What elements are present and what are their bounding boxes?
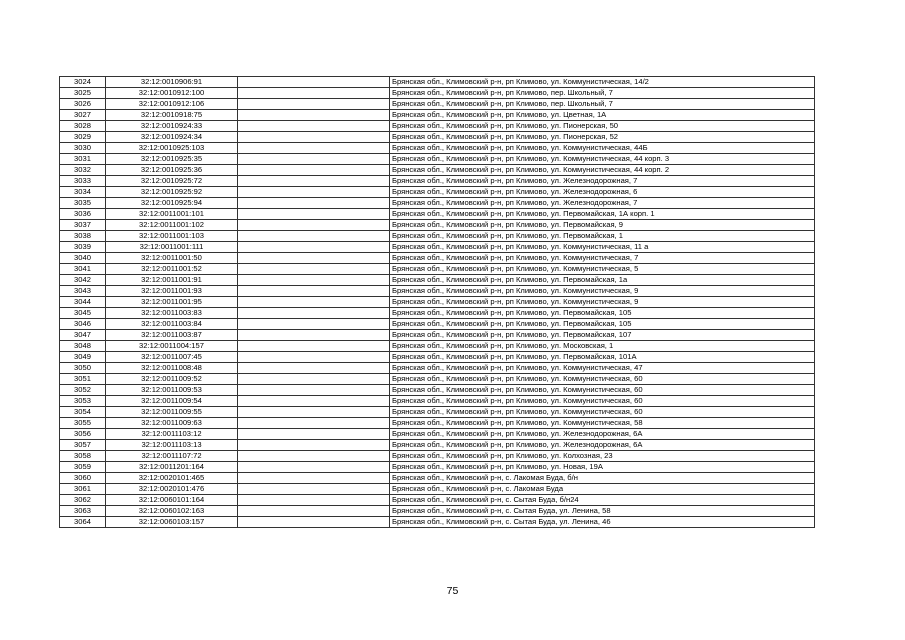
row-number-cell: 3025 [60,88,106,99]
address-cell: Брянская обл., Климовский р-н, с. Лакомая Буда [390,484,815,495]
address-cell: Брянская обл., Климовский р-н, рп Климово, ул. Новая, 19А [390,462,815,473]
cadastral-number-cell: 32:12:0011003:83 [106,308,238,319]
table-row [60,352,815,363]
empty-cell [238,462,390,473]
address-cell: Брянская обл., Климовский р-н, рп Климово, ул. Первомайская, 101А [390,352,815,363]
row-number-cell: 3058 [60,451,106,462]
address-cell: Брянская обл., Климовский р-н, рп Климово, ул. Первомайская, 1 [390,231,815,242]
empty-cell [238,110,390,121]
address-cell: Брянская обл., Климовский р-н, рп Климово, ул. Железнодорожная, 6А [390,440,815,451]
empty-cell [238,440,390,451]
table-row [60,440,815,451]
page-number: 75 [446,585,459,597]
address-cell: Брянская обл., Климовский р-н, рп Климово, ул. Коммунистическая, 58 [390,418,815,429]
row-number-cell: 3047 [60,330,106,341]
empty-cell [238,154,390,165]
address-cell: Брянская обл., Климовский р-н, рп Климово, ул. Первомайская, 1а [390,275,815,286]
empty-cell [238,99,390,110]
cadastral-number-cell: 32:12:0011009:54 [106,396,238,407]
empty-cell [238,242,390,253]
cadastral-number-cell: 32:12:0020101:476 [106,484,238,495]
cadastral-number-cell: 32:12:0010924:33 [106,121,238,132]
table-row [60,429,815,440]
cadastral-number-cell: 32:12:0011001:91 [106,275,238,286]
table-row [60,220,815,231]
row-number-cell: 3038 [60,231,106,242]
empty-cell [238,308,390,319]
cadastral-number-cell: 32:12:0011007:45 [106,352,238,363]
cadastral-number-cell: 32:12:0060101:164 [106,495,238,506]
cadastral-number-cell: 32:12:0010925:72 [106,176,238,187]
row-number-cell: 3026 [60,99,106,110]
empty-cell [238,176,390,187]
empty-cell [238,220,390,231]
cadastral-number-cell: 32:12:0010925:94 [106,198,238,209]
empty-cell [238,418,390,429]
table-row [60,418,815,429]
address-cell: Брянская обл., Климовский р-н, рп Климово, ул. Коммунистическая, 44 корп. 3 [390,154,815,165]
table-row [60,385,815,396]
table-row [60,341,815,352]
row-number-cell: 3056 [60,429,106,440]
table-row [60,99,815,110]
address-cell: Брянская обл., Климовский р-н, рп Климово, ул. Коммунистическая, 7 [390,253,815,264]
table-row [60,209,815,220]
row-number-cell: 3030 [60,143,106,154]
cadastral-number-cell: 32:12:0011001:102 [106,220,238,231]
table-row [60,264,815,275]
empty-cell [238,330,390,341]
table-row [60,165,815,176]
table-row [60,154,815,165]
table-row [60,374,815,385]
address-cell: Брянская обл., Климовский р-н, рп Климово, ул. Колхозная, 23 [390,451,815,462]
address-cell: Брянская обл., Климовский р-н, рп Климово, ул. Коммунистическая, 47 [390,363,815,374]
table-row [60,407,815,418]
empty-cell [238,319,390,330]
row-number-cell: 3061 [60,484,106,495]
table-row [60,473,815,484]
address-cell: Брянская обл., Климовский р-н, рп Климово, ул. Коммунистическая, 60 [390,407,815,418]
row-number-cell: 3031 [60,154,106,165]
address-cell: Брянская обл., Климовский р-н, с. Сытая Буда, б/н24 [390,495,815,506]
empty-cell [238,484,390,495]
row-number-cell: 3040 [60,253,106,264]
address-cell: Брянская обл., Климовский р-н, рп Климово, ул. Железнодорожная, 7 [390,176,815,187]
cadastral-number-cell: 32:12:0010912:106 [106,99,238,110]
row-number-cell: 3052 [60,385,106,396]
cadastral-number-cell: 32:12:0060102:163 [106,506,238,517]
row-number-cell: 3063 [60,506,106,517]
row-number-cell: 3032 [60,165,106,176]
property-table [59,76,815,528]
row-number-cell: 3044 [60,297,106,308]
cadastral-number-cell: 32:12:0011001:93 [106,286,238,297]
address-cell: Брянская обл., Климовский р-н, рп Климово, ул. Коммунистическая, 14/2 [390,77,815,88]
table-row [60,319,815,330]
address-cell: Брянская обл., Климовский р-н, рп Климово, ул. Первомайская, 1А корп. 1 [390,209,815,220]
address-cell: Брянская обл., Климовский р-н, рп Климово, ул. Коммунистическая, 44 корп. 2 [390,165,815,176]
row-number-cell: 3064 [60,517,106,528]
cadastral-number-cell: 32:12:0011009:53 [106,385,238,396]
cadastral-number-cell: 32:12:0010925:103 [106,143,238,154]
table-row [60,77,815,88]
cadastral-number-cell: 32:12:0020101:465 [106,473,238,484]
cadastral-number-cell: 32:12:0011001:101 [106,209,238,220]
table-row [60,176,815,187]
row-number-cell: 3042 [60,275,106,286]
cadastral-number-cell: 32:12:0010912:100 [106,88,238,99]
cadastral-number-cell: 32:12:0010925:35 [106,154,238,165]
cadastral-number-cell: 32:12:0010906:91 [106,77,238,88]
row-number-cell: 3037 [60,220,106,231]
address-cell: Брянская обл., Климовский р-н, с. Сытая Буда, ул. Ленина, 46 [390,517,815,528]
table-row [60,495,815,506]
row-number-cell: 3055 [60,418,106,429]
row-number-cell: 3041 [60,264,106,275]
empty-cell [238,121,390,132]
empty-cell [238,506,390,517]
row-number-cell: 3039 [60,242,106,253]
cadastral-number-cell: 32:12:0011003:87 [106,330,238,341]
address-cell: Брянская обл., Климовский р-н, рп Климово, ул. Коммунистическая, 5 [390,264,815,275]
table-row [60,462,815,473]
table-row [60,253,815,264]
row-number-cell: 3045 [60,308,106,319]
empty-cell [238,275,390,286]
empty-cell [238,297,390,308]
cadastral-number-cell: 32:12:0011004:157 [106,341,238,352]
table-row [60,187,815,198]
cadastral-number-cell: 32:12:0010925:92 [106,187,238,198]
row-number-cell: 3062 [60,495,106,506]
address-cell: Брянская обл., Климовский р-н, рп Климово, ул. Первомайская, 107 [390,330,815,341]
table-row [60,308,815,319]
cadastral-number-cell: 32:12:0010924:34 [106,132,238,143]
empty-cell [238,187,390,198]
cadastral-number-cell: 32:12:0011009:55 [106,407,238,418]
row-number-cell: 3048 [60,341,106,352]
cadastral-number-cell: 32:12:0011001:103 [106,231,238,242]
table-body [60,77,815,528]
row-number-cell: 3049 [60,352,106,363]
table-row [60,517,815,528]
table-row [60,275,815,286]
cadastral-number-cell: 32:12:0060103:157 [106,517,238,528]
empty-cell [238,286,390,297]
empty-cell [238,385,390,396]
empty-cell [238,396,390,407]
address-cell: Брянская обл., Климовский р-н, рп Климово, ул. Коммунистическая, 9 [390,297,815,308]
table-row [60,110,815,121]
table-row [60,451,815,462]
address-cell: Брянская обл., Климовский р-н, рп Климово, ул. Коммунистическая, 11 а [390,242,815,253]
address-cell: Брянская обл., Климовский р-н, рп Климово, пер. Школьный, 7 [390,99,815,110]
empty-cell [238,165,390,176]
table-row [60,132,815,143]
address-cell: Брянская обл., Климовский р-н, рп Климово, ул. Железнодорожная, 6А [390,429,815,440]
cadastral-number-cell: 32:12:0011001:95 [106,297,238,308]
address-cell: Брянская обл., Климовский р-н, с. Лакомая Буда, б/н [390,473,815,484]
empty-cell [238,132,390,143]
empty-cell [238,374,390,385]
address-cell: Брянская обл., Климовский р-н, рп Климово, ул. Цветная, 1А [390,110,815,121]
address-cell: Брянская обл., Климовский р-н, рп Климово, ул. Первомайская, 105 [390,319,815,330]
table-row [60,484,815,495]
address-cell: Брянская обл., Климовский р-н, рп Климово, ул. Первомайская, 105 [390,308,815,319]
address-cell: Брянская обл., Климовский р-н, рп Климово, ул. Московская, 1 [390,341,815,352]
row-number-cell: 3028 [60,121,106,132]
empty-cell [238,143,390,154]
cadastral-number-cell: 32:12:0011107:72 [106,451,238,462]
table-row [60,121,815,132]
empty-cell [238,231,390,242]
row-number-cell: 3051 [60,374,106,385]
empty-cell [238,77,390,88]
row-number-cell: 3036 [60,209,106,220]
address-cell: Брянская обл., Климовский р-н, рп Климово, пер. Школьный, 7 [390,88,815,99]
address-cell: Брянская обл., Климовский р-н, рп Климово, ул. Коммунистическая, 9 [390,286,815,297]
table-row [60,242,815,253]
empty-cell [238,363,390,374]
table-row [60,330,815,341]
row-number-cell: 3027 [60,110,106,121]
row-number-cell: 3054 [60,407,106,418]
cadastral-number-cell: 32:12:0011001:52 [106,264,238,275]
table-row [60,88,815,99]
empty-cell [238,473,390,484]
empty-cell [238,209,390,220]
empty-cell [238,407,390,418]
table-row [60,231,815,242]
table-row [60,396,815,407]
table-row [60,198,815,209]
cadastral-number-cell: 32:12:0011009:52 [106,374,238,385]
empty-cell [238,517,390,528]
empty-cell [238,341,390,352]
cadastral-number-cell: 32:12:0010925:36 [106,165,238,176]
cadastral-number-cell: 32:12:0011201:164 [106,462,238,473]
row-number-cell: 3060 [60,473,106,484]
empty-cell [238,429,390,440]
empty-cell [238,352,390,363]
empty-cell [238,88,390,99]
address-cell: Брянская обл., Климовский р-н, рп Климово, ул. Пионерская, 52 [390,132,815,143]
address-cell: Брянская обл., Климовский р-н, рп Климово, ул. Коммунистическая, 60 [390,385,815,396]
row-number-cell: 3035 [60,198,106,209]
row-number-cell: 3034 [60,187,106,198]
empty-cell [238,198,390,209]
row-number-cell: 3057 [60,440,106,451]
cadastral-number-cell: 32:12:0011008:48 [106,363,238,374]
row-number-cell: 3059 [60,462,106,473]
address-cell: Брянская обл., Климовский р-н, рп Климово, ул. Коммунистическая, 60 [390,374,815,385]
address-cell: Брянская обл., Климовский р-н, рп Климово, ул. Железнодорожная, 6 [390,187,815,198]
address-cell: Брянская обл., Климовский р-н, рп Климово, ул. Железнодорожная, 7 [390,198,815,209]
cadastral-number-cell: 32:12:0011103:12 [106,429,238,440]
row-number-cell: 3029 [60,132,106,143]
table-row [60,143,815,154]
cadastral-number-cell: 32:12:0011009:63 [106,418,238,429]
row-number-cell: 3033 [60,176,106,187]
row-number-cell: 3046 [60,319,106,330]
row-number-cell: 3024 [60,77,106,88]
empty-cell [238,451,390,462]
cadastral-number-cell: 32:12:0011001:111 [106,242,238,253]
table-row [60,363,815,374]
address-cell: Брянская обл., Климовский р-н, рп Климово, ул. Коммунистическая, 44Б [390,143,815,154]
empty-cell [238,253,390,264]
row-number-cell: 3053 [60,396,106,407]
table-row [60,506,815,517]
cadastral-number-cell: 32:12:0011103:13 [106,440,238,451]
cadastral-number-cell: 32:12:0010918:75 [106,110,238,121]
address-cell: Брянская обл., Климовский р-н, рп Климово, ул. Коммунистическая, 60 [390,396,815,407]
table-row [60,297,815,308]
table-row [60,286,815,297]
row-number-cell: 3050 [60,363,106,374]
empty-cell [238,264,390,275]
address-cell: Брянская обл., Климовский р-н, с. Сытая Буда, ул. Ленина, 58 [390,506,815,517]
address-cell: Брянская обл., Климовский р-н, рп Климово, ул. Первомайская, 9 [390,220,815,231]
empty-cell [238,495,390,506]
cadastral-number-cell: 32:12:0011003:84 [106,319,238,330]
row-number-cell: 3043 [60,286,106,297]
address-cell: Брянская обл., Климовский р-н, рп Климово, ул. Пионерская, 50 [390,121,815,132]
cadastral-number-cell: 32:12:0011001:50 [106,253,238,264]
